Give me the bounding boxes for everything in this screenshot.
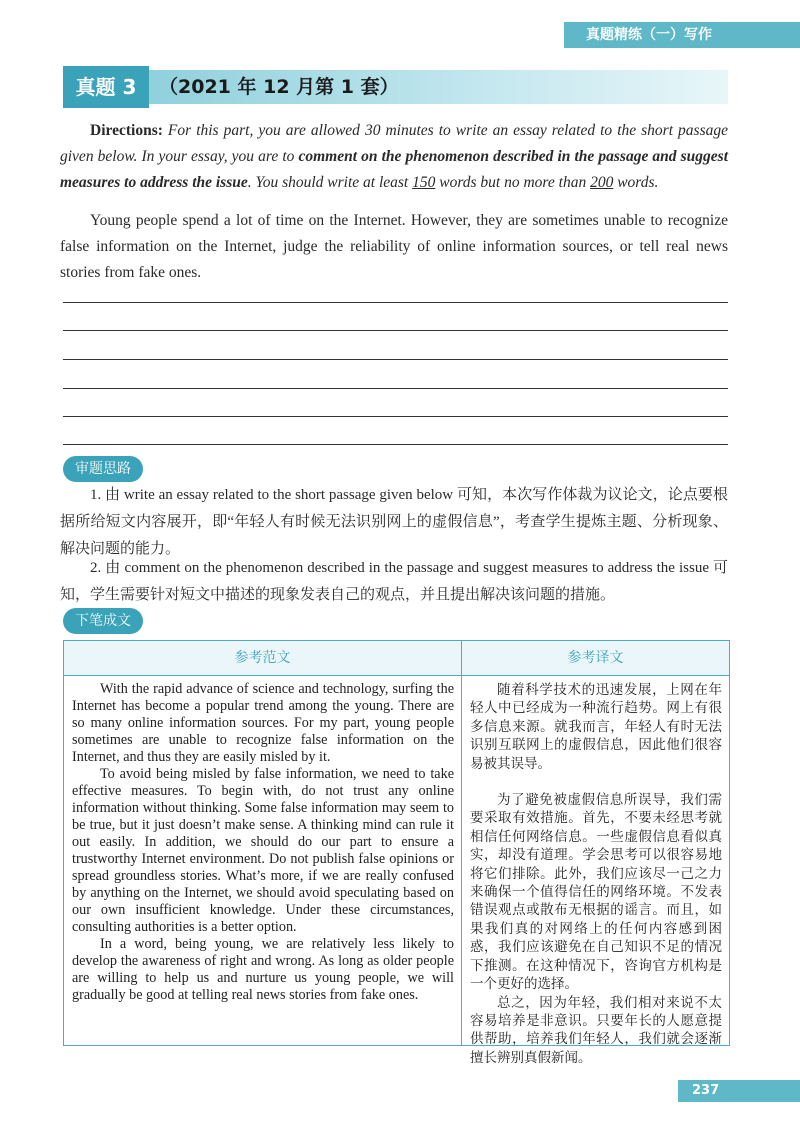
section-header: 真题精练（一）写作 bbox=[564, 22, 800, 48]
writing-tag: 下笔成文 bbox=[63, 608, 143, 634]
directions-text-2: . You should write at least bbox=[247, 174, 413, 191]
question-badge: 真题 3 bbox=[63, 66, 149, 108]
translation bbox=[470, 681, 722, 1067]
question-source: （2021 年 12 月第 1 套） bbox=[159, 76, 399, 98]
writing-line bbox=[63, 302, 728, 303]
min-words: 150 bbox=[412, 174, 436, 191]
writing-line bbox=[63, 330, 728, 331]
page-number: 237 bbox=[678, 1080, 800, 1102]
sample-essay bbox=[72, 681, 454, 1004]
reference-table bbox=[63, 640, 730, 1066]
translation-paragraph-3: 总之，因为年轻，我们相对来说不太容易培养是非意识。只要年长的人愿意提供帮助，培养我们年轻人，我们就会逐渐擅长辨别真假新闻。 bbox=[470, 994, 722, 1066]
essay-paragraph-2: To avoid being misled by false information, we need to take effective measures. To begin with, do not trust any online information without thinking. Some false information may seem to be true, but it just doesn’t make sense. A thinking mind can rule it out easily. In addition, we should do our part to ensure a trustworthy Internet environment. Do not publish false opinions or spread groundless stories. What’s more, if we are really confused by anything on the Internet, we should avoid speculating based on our own insufficient knowledge. Under these circumstances, consulting authorities is a better option. bbox=[72, 766, 454, 935]
sample-essay-header: 参考范文 bbox=[64, 641, 462, 676]
writing-line bbox=[63, 388, 728, 389]
directions-bold: comment on the phenomenon described in the passage and suggest measures to address the issue bbox=[60, 148, 728, 191]
directions-text-1: For this part, you are allowed 30 minutes to write an essay related to the short passage given below. In your essay, you are to bbox=[60, 122, 728, 165]
column-divider bbox=[461, 675, 462, 1045]
question-title bbox=[63, 66, 728, 108]
directions-lead: Directions: bbox=[90, 122, 163, 139]
max-words: 200 bbox=[590, 174, 614, 191]
writing-line bbox=[63, 359, 728, 360]
analysis-point-1: 1. 由 write an essay related to the short passage given below 可知，本次写作体裁为议论文，论点要根据所给短文内容展开，即“年轻人有时候无法识别网上的虚假信息”，考查学生提炼主题、分析现象、解决问题的能力。 bbox=[60, 487, 728, 557]
writing-line bbox=[63, 416, 728, 417]
writing-line bbox=[63, 444, 728, 445]
directions-text-3: words but no more than bbox=[435, 174, 591, 191]
prompt-passage: Young people spend a lot of time on the Internet. However, they are sometimes unable to recognize false information on the Internet, judge the reliability of online information sources, or tell real news stories from fake ones. bbox=[60, 212, 728, 281]
translation-paragraph-2: 为了避免被虚假信息所误导，我们需要采取有效措施。首先，不要未经思考就相信任何网络信息。一些虚假信息看似真实，却没有道理。学会思考可以很容易地将它们排除。此外，我们应该尽一己之力来确保一个值得信任的网络环境。不发表错误观点或散布无根据的谣言。而且，如果我们真的对网络上的任何内容感到困惑，我们应该避免在自己知识不足的情况下推测。在这种情况下，咨询官方机构是一个更好的选择。 bbox=[470, 792, 722, 993]
essay-paragraph-1: With the rapid advance of science and technology, surfing the Internet has become a popular trend among the young. There are so many online information sources. For my part, young people sometimes are unable to recognize false information on the Internet, and thus they are easily misled by it. bbox=[72, 681, 454, 765]
analysis-tag: 审题思路 bbox=[63, 456, 143, 482]
translation-header: 参考译文 bbox=[462, 641, 729, 676]
translation-paragraph-1: 随着科学技术的迅速发展，上网在年轻人中已经成为一种流行趋势。网上有很多信息来源。就我而言，年轻人有时无法识别互联网上的虚假信息，因此他们很容易被其误导。 bbox=[470, 682, 722, 772]
essay-paragraph-3: In a word, being young, we are relatively less likely to develop the awareness of right and wrong. As long as older people are willing to help us and nurture us young people, we will gradually be good at telling real news stories from fake ones. bbox=[72, 936, 454, 1003]
directions bbox=[60, 118, 728, 196]
directions-text-4: words. bbox=[613, 174, 659, 191]
analysis-point-2: 2. 由 comment on the phenomenon described in the passage and suggest measures to address the issue 可知，学生需要针对短文中描述的现象发表自己的观点，并且提出解决该问题的措施。 bbox=[60, 560, 728, 603]
